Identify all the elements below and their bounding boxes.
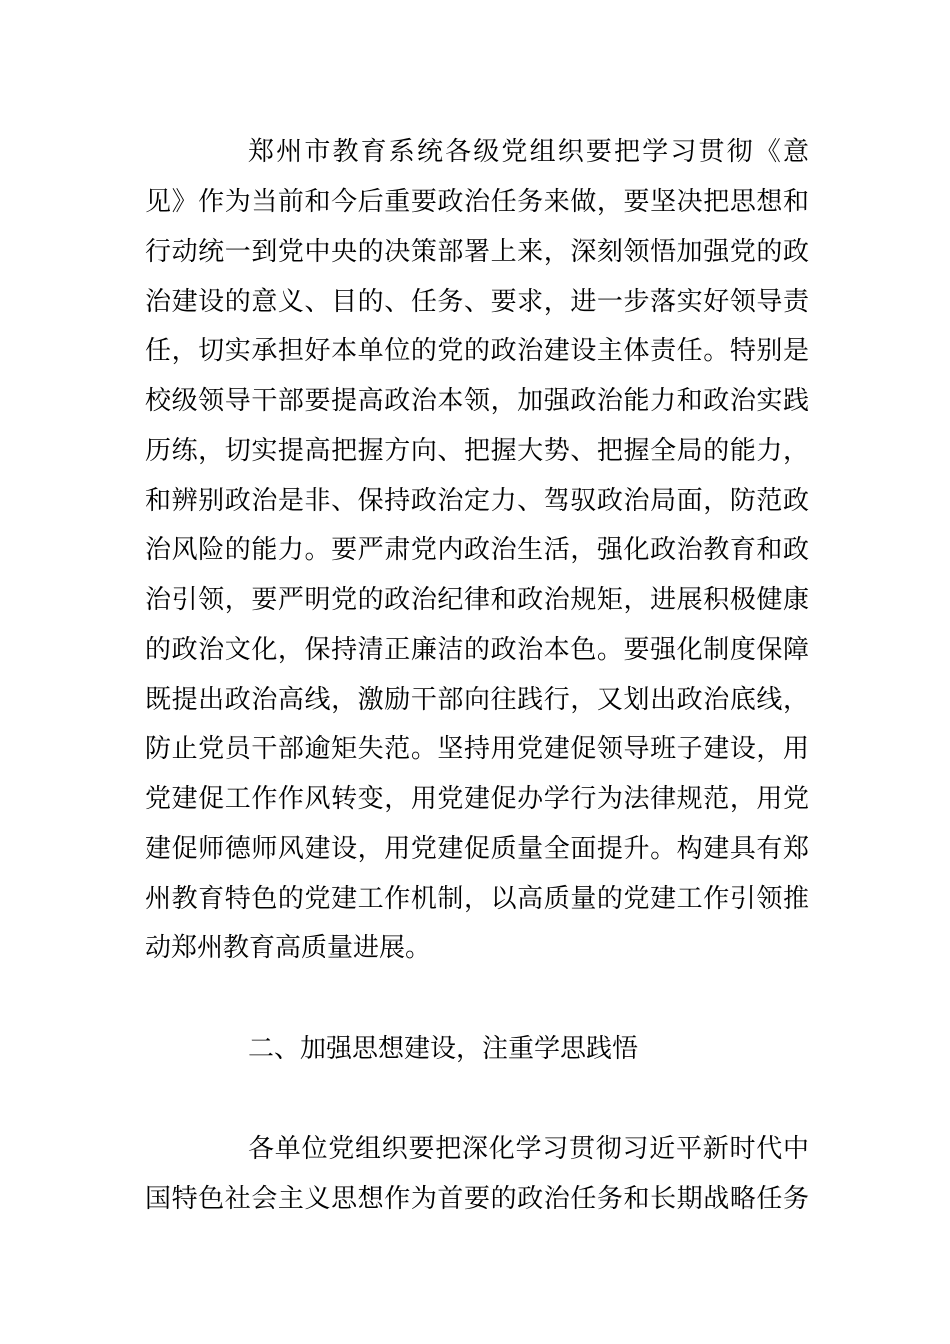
paragraph-line: 和辨别政治是非、保持政治定力、驾驭政治局面，防范政 xyxy=(145,486,809,516)
paragraph-line: 的政治文化，保持清正廉洁的政治本色。要强化制度保障 xyxy=(145,635,809,665)
paragraph-line: 历练，切实提高把握方向、把握大势、把握全局的能力， xyxy=(145,436,809,466)
paragraph-line: 动郑州教育高质量进展。 xyxy=(145,933,432,963)
paragraph-line: 治建设的意义、目的、任务、要求，进一步落实好领导责 xyxy=(145,287,809,317)
paragraph-line: 既提出政治高线，激励干部向往践行，又划出政治底线， xyxy=(145,685,809,715)
paragraph-line: 行动统一到党中央的决策部署上来，深刻领悟加强党的政 xyxy=(145,237,809,267)
paragraph-line: 校级领导干部要提高政治本领，加强政治能力和政治实践 xyxy=(145,386,809,416)
paragraph-line: 州教育特色的党建工作机制，以高质量的党建工作引领推 xyxy=(145,884,809,914)
paragraph-line: 见》作为当前和今后重要政治任务来做，要坚决把思想和 xyxy=(145,187,809,217)
paragraph-line: 郑州市教育系统各级党组织要把学习贯彻《意 xyxy=(248,137,809,167)
paragraph-line: 各单位党组织要把深化学习贯彻习近平新时代中 xyxy=(248,1134,809,1164)
paragraph-line: 治引领，要严明党的政治纪律和政治规矩，进展积极健康 xyxy=(145,585,809,615)
paragraph-line: 防止党员干部逾矩失范。坚持用党建促领导班子建设，用 xyxy=(145,734,809,764)
paragraph-line: 任，切实承担好本单位的党的政治建设主体责任。特别是 xyxy=(145,336,809,366)
paragraph-line: 建促师德师风建设，用党建促质量全面提升。构建具有郑 xyxy=(145,834,809,864)
paragraph-line: 国特色社会主义思想作为首要的政治任务和长期战略任务 xyxy=(145,1184,809,1214)
section-heading: 二、加强思想建设，注重学思践悟 xyxy=(248,1034,639,1064)
paragraph-line: 党建促工作作风转变，用党建促办学行为法律规范，用党 xyxy=(145,784,809,814)
paragraph-line: 治风险的能力。要严肃党内政治生活，强化政治教育和政 xyxy=(145,535,809,565)
